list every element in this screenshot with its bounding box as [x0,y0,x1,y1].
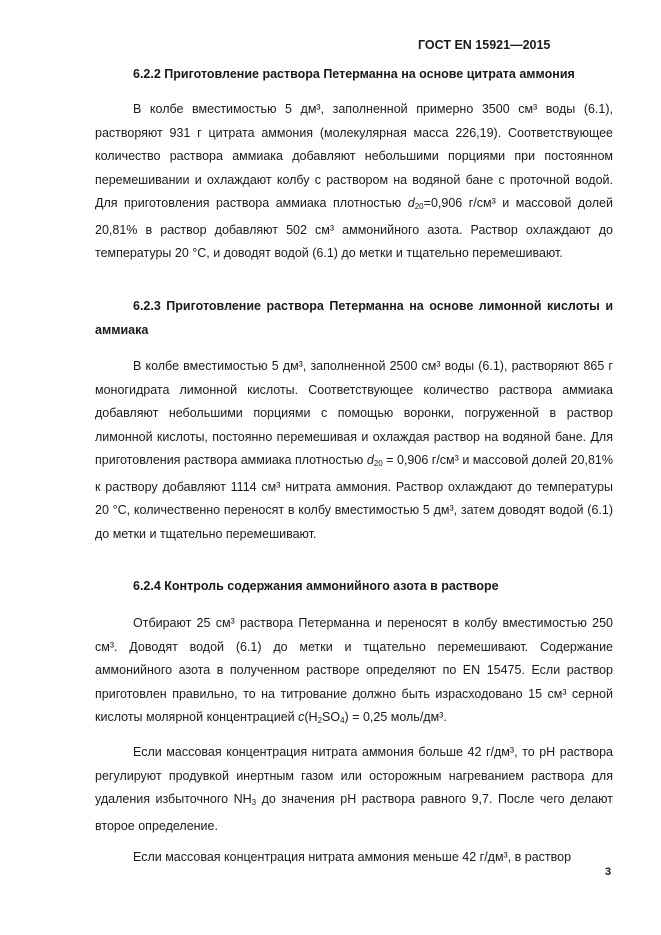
paragraph-6-2-3: В колбе вместимостью 5 дм³, заполненной 2500 см³ воды (6.1), растворяют 865 г моногидрата лимонной кислоты. Соответствующее количество раствора аммиака добавляют небольшими порциями с помощью воронки, погруженной в раствор лимонной кислоты, постоянно перемешивая и охлаждая раствор на водяной бане. Для приготовления раствора аммиака плотностью $d_{20} = 0,906$ г/см³ и массовой долей 20,81% к раствору добавляют 1114 см³ нитрата аммония. Раствор охлаждают до температуры 20 °C, количественно переносят в колбу вместимостью 5 дм³, затем доводят водой (6.1) до метки и тщательно перемешивают. [95,359,613,541]
paragraph-6-2-4-b: Если массовая концентрация нитрата аммония больше 42 г/дм³, то pH раствора регулируют продувкой инертным газом или осторожным нагреванием раствора для удаления избыточного $NH_3$ до значения pH раствора равного 9,7. После чего делают второе определение. [95,745,613,833]
section-heading-6-2-3: 6.2.3 Приготовление раствора Петерманна на основе лимонной кислоты и аммиака [95,299,613,337]
paragraph-6-2-4-a: Отбирают 25 см³ раствора Петерманна и переносят в колбу вместимостью 250 см³. Доводят водой (6.1) до метки и тщательно перемешивают. Содержание аммонийного азота в полученном растворе определяют по EN 15475. Если раствор приготовлен правильно, то на титрование должно быть израсходовано 15 см³ серной кислоты молярной концентрацией $c(H_2SO_4) = 0,25$ моль/дм³. [95,616,613,725]
standard-number: ГОСТ EN 15921—2015 [418,38,551,52]
paragraph-6-2-4-c: Если массовая концентрация нитрата аммония меньше 42 г/дм³, в раствор [133,850,572,864]
page-number: 3 [605,866,612,878]
section-heading-6-2-4: 6.2.4 Контроль содержания аммонийного азота в растворе [133,579,499,593]
paragraph-6-2-2: В колбе вместимостью 5 дм³, заполненной примерно 3500 см³ воды (6.1), растворяют 931 г цитрата аммония (молекулярная масса 226,19). Соответствующее количество раствора аммиака добавляют небольшими порциями при постоянном перемешивании и охлаждают колбу с раствором на водяной бане с проточной водой. Для приготовления раствора аммиака плотностью $d_{20}=0,906$ г/см³ и массовой долей 20,81% в раствор добавляют 502 см³ аммонийного азота. Раствор охлаждают до температуры 20 °C, и доводят водой (6.1) до метки и тщательно перемешивают. [95,102,613,260]
section-heading-6-2-2: 6.2.2 Приготовление раствора Петерманна на основе цитрата аммония [133,67,575,81]
